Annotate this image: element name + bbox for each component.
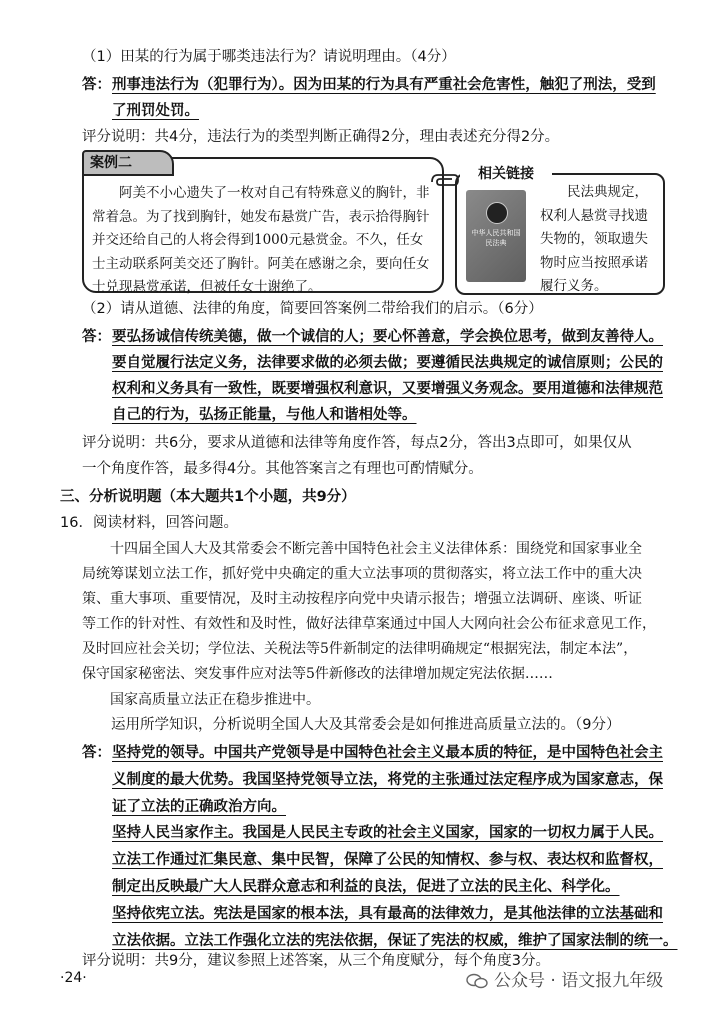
material-line: 策、重大事项、重要情况，及时主动按程序向党中央请示报告；增强立法调研、座谈、听证 <box>82 591 642 607</box>
q2-scoring-line: 一个角度作答，最多得4分。其他答案言之有理也可酌情赋分。 <box>82 461 483 477</box>
q16-answer-line: 立法工作通过汇集民意、集中民智，保障了公民的知情权、参与权、表达权和监督权， <box>112 852 663 869</box>
q16-answer-line: 立法依据。立法工作强化立法的宪法依据，保证了宪法的权威，维护了国家法制的统一。 <box>112 932 678 949</box>
book-label: 中华人民共和国民法典 <box>471 229 521 247</box>
q1-answer <box>112 72 692 124</box>
material-line: 保守国家秘密法、突发事件应对法等5件新修改的法律增加规定宪法依据…… <box>82 666 553 682</box>
q2-answer-line: 权利和义务具有一致性，既要增强权利意识，又要增强义务观念。要用道德和法律规范 <box>112 381 663 397</box>
national-emblem-icon <box>486 202 508 224</box>
q2-scoring <box>82 430 692 482</box>
material-tail: 国家高质量立法正在稳步推进中。 <box>110 692 320 708</box>
q1-answer-line1: 刑事违法行为（犯罪行为）。因为田某的行为具有严重社会危害性，触犯了刑法，受到 <box>112 77 656 93</box>
q2-answer-label: 答： <box>82 329 111 345</box>
page-number: ·24· <box>60 970 87 986</box>
q1-scoring: 评分说明：共4分，违法行为的类型判断正确得2分，理由表述充分得2分。 <box>82 129 560 145</box>
q16-material <box>82 537 690 687</box>
q1-question: （1）田某的行为属于哪类违法行为？请说明理由。（4分） <box>82 49 456 65</box>
q16-scoring: 评分说明：共9分，建议参照上述答案，从三个角度赋分，每个角度3分。 <box>82 953 550 969</box>
q16-answer-line: 制定出反映最广大人民群众意志和利益的良法，促进了立法的民主化、科学化。 <box>112 878 620 895</box>
q1-answer-line2: 了刑罚处罚。 <box>112 103 199 119</box>
q2-answer-line: 要自觉履行法定义务，法律要求做的必须去做；要遵循民法典规定的诚信原则；公民的 <box>112 355 663 371</box>
material-line: 等工作的针对性、有效性和及时性，做好法律草案通过中国人大网向社会公布征求意见工作， <box>82 616 656 632</box>
civil-code-book-icon <box>466 190 526 282</box>
material-line: 及时回应社会关切；学位法、关税法等5件新制定的法律明确规定“根据宪法，制定本法”， <box>82 641 638 657</box>
section3-heading: 三、分析说明题（本大题共1个小题，共9分） <box>60 489 356 505</box>
related-link-text: 民法典规定，权利人悬赏寻找遗失物的，领取遗失物时应当按照承诺履行义务。 <box>540 184 648 294</box>
related-link-title: 相关链接 <box>460 163 552 185</box>
q16-answer-line: 坚持人民当家作主。我国是人民民主专政的社会主义国家，国家的一切权力属于人民。 <box>112 825 663 842</box>
material-line: 局统筹谋划立法工作，抓好党中央确定的重大立法事项的贯彻落实，将立法工作中的重大决 <box>82 566 642 582</box>
case2-tab: 案例二 <box>82 150 174 176</box>
q2-answer <box>112 324 692 428</box>
q2-answer-line: 要弘扬诚信传统美德，做一个诚信的人；要心怀善意，学会换位思考，做到友善待人。 <box>112 329 663 345</box>
q2-answer-line: 自己的行为，弘扬正能量，与他人和谐相处等。 <box>112 407 417 423</box>
q16-title: 16．阅读材料，回答问题。 <box>60 515 238 531</box>
q16-answer-label: 答： <box>82 745 111 761</box>
q16-answer <box>112 740 692 954</box>
q1-answer-label: 答： <box>82 77 111 93</box>
material-line: 十四届全国人大及其常委会不断完善中国特色社会主义法律体系：围绕党和国家事业全 <box>110 541 642 557</box>
q2-question: （2）请从道德、法律的角度，简要回答案例二带给我们的启示。（6分） <box>82 301 543 317</box>
q16-answer-line: 坚持党的领导。中国共产党领导是中国特色社会主义最本质的特征，是中国特色社会主 <box>112 745 663 761</box>
q16-prompt: 运用所学知识，分析说明全国人大及其常委会是如何推进高质量立法的。（9分） <box>111 717 621 733</box>
q2-scoring-line: 评分说明：共6分，要求从道德和法律等角度作答，每点2分，答出3点即可，如果仅从 <box>82 435 632 451</box>
watermark: 公众号 · 语文报九年级 <box>494 971 664 991</box>
q16-answer-line: 证了立法的正确政治方向。 <box>112 798 286 815</box>
case2-text: 阿美不小心遗失了一枚对自己有特殊意义的胸针，非常着急。为了找到胸针，她发布悬赏广告，表示拾得胸针并交还给自己的人将会得到1000元悬赏金。不久，任女士主动联系阿美交还了胸针。阿美在感谢之余，要向任女士兑现悬赏承诺，但被任女士谢绝了。 <box>92 185 430 295</box>
wechat-icon <box>466 973 488 989</box>
q16-answer-line: 坚持依宪立法。宪法是国家的根本法，具有最高的法律效力，是其他法律的立法基础和 <box>112 905 663 922</box>
q16-answer-line: 义制度的最大优势。我国坚持党领导立法，将党的主张通过法定程序成为国家意志，保 <box>112 771 663 788</box>
